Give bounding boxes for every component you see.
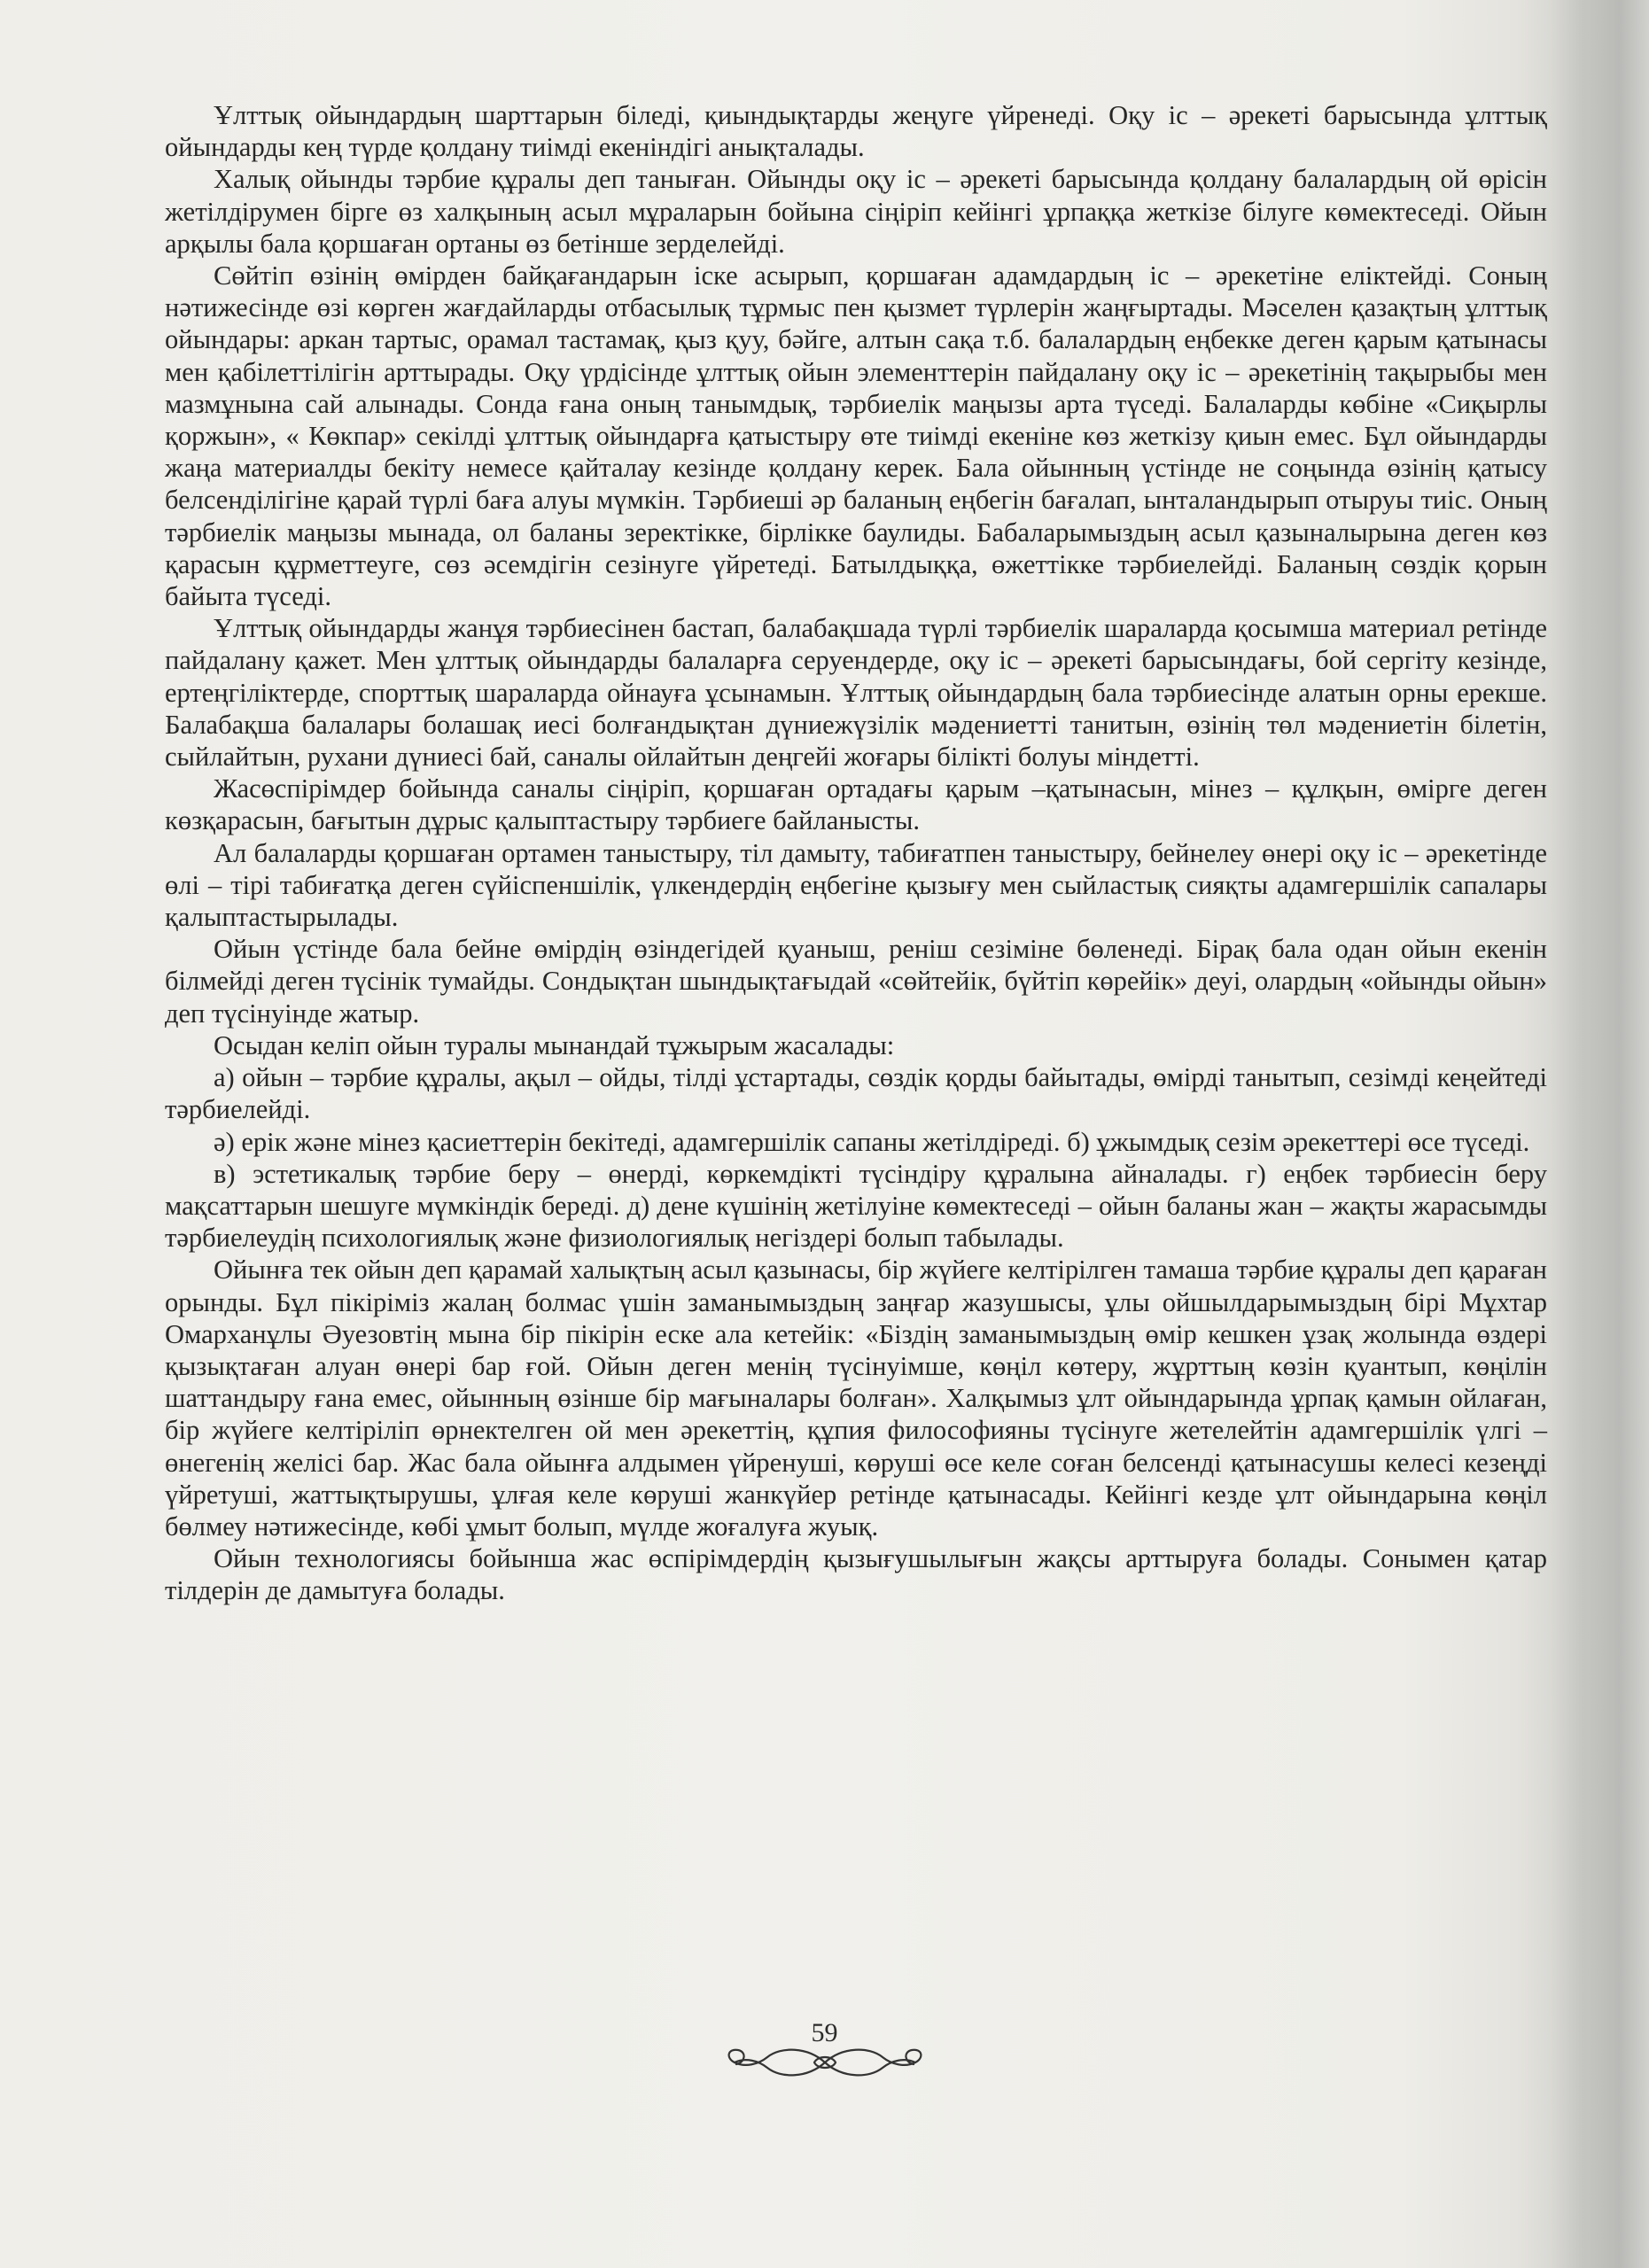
paragraph: Жасөспірімдер бойында саналы сіңіріп, қоршаған ортадағы қарым –қатынасын, мінез – құлқын, өмірге деген көзқарасын, бағытын дұрыс қалыптастыру тәрбиеге байланысты. — [165, 773, 1547, 836]
paragraph: а) ойын – тәрбие құралы, ақыл – ойды, тілді ұстартады, сөздік қорды байытады, өмірді танытып, сезімді кеңейтеді тәрбиелейді. — [165, 1062, 1547, 1125]
paragraph: Ойын үстінде бала бейне өмірдің өзіндегідей қуаныш, реніш сезіміне бөленеді. Бірақ бала одан ойын екенін білмейді деген түсінік тумайды. Сондықтан шындықтағыдай «сөйтейік, бүйтіп көрейік» деуі, олардың «ойынды ойын» деп түсінуінде жатыр. — [165, 934, 1547, 1029]
paragraph: Ұлттық ойындардың шарттарын біледі, қиындықтарды жеңуге үйренеді. Оқу іс – әрекеті барысында ұлттық ойындарды кең түрде қолдану тиімді екеніндігі анықталады. — [165, 100, 1547, 163]
paragraph: Ал балаларды қоршаған ортамен таныстыру, тіл дамыту, табиғатпен таныстыру, бейнелеу өнері оқу іс – әрекетінде өлі – тірі табиғатқа деген сүйіспеншілік, үлкендердің еңбегіне қызығу мен сыйластық сияқты адамгершілік сапалары қалыптастырылады. — [165, 837, 1547, 933]
body-text — [165, 99, 1547, 1607]
flourish-ornament-icon — [719, 2043, 931, 2082]
paragraph: ә) ерік және мінез қасиеттерін бекітеді, адамгершілік сапаны жетілдіреді. б) ұжымдық сезім әрекеттері өсе түседі. — [214, 1126, 1530, 1157]
page-footer — [0, 2018, 1649, 2082]
paragraph: Халық ойынды тәрбие құралы деп таныған. Ойынды оқу іс – әрекеті барысында қолдану балалардың ой өрісін жетілдірумен бірге өз халқының асыл мұраларын бойына сіңіріп кейінгі ұрпаққа жеткізе білуге көмектеседі. Ойын арқылы бала қоршаған ортаны өз бетінше зерделейді. — [165, 164, 1547, 259]
paragraph: в) эстетикалық тәрбие беру – өнерді, көркемдікті түсіндіру құралына айналады. г) еңбек тәрбиесін беру мақсаттарын шешуге мүмкіндік береді. д) дене күшінің жетілуіне көмектеседі – ойын баланы жан – жақты жарасымды тәрбиелеудің психологиялық және физиологиялық негіздері болып табылады. — [165, 1158, 1547, 1254]
paragraph: Ойын технологиясы бойынша жас өспірімдердің қызығушылығын жақсы арттыруға болады. Сонымен қатар тілдерін де дамытуға болады. — [165, 1543, 1547, 1606]
paragraph: Осыдан келіп ойын туралы мынандай тұжырым жасалады: — [214, 1029, 895, 1060]
paragraph: Ұлттық ойындарды жанұя тәрбиесінен бастап, балабақшада түрлі тәрбиелік шараларда қосымша материал ретінде пайдалану қажет. Мен ұлттық ойындарды балаларға серуендерде, оқу іс – әрекеті барысындағы, бой сергіту кезінде, ертеңгіліктерде, спорттық шараларда ойнауға ұсынамын. Ұлттық ойындардың бала тәрбиесінде алатын орны ерекше. Балабақша балалары болашақ иесі болғандықтан дүниежүзілік мәдениетті танитын, өзінің төл мәдениетін білетін, сыйлайтын, рухани дүниесі бай, саналы ойлайтын деңгейі жоғары білікті болуы міндетті. — [165, 613, 1547, 773]
book-gutter-shadow — [1552, 0, 1649, 2268]
page-number: 59 — [811, 2018, 838, 2047]
paragraph: Ойынға тек ойын деп қарамай халықтың асыл қазынасы, бір жүйеге келтірілген тамаша тәрбие құралы деп қараған орынды. Бұл пікіріміз жалаң болмас үшін заманымыздың заңғар жазушысы, ұлы ойшылдарымыздың бірі Мұхтар Омарханұлы Әуезовтің мына бір пікірін еске ала кетейік: «Біздің заманымыздың өмір кешкен ұзақ жолында өздері қызықтаған алуан өнері бар ғой. Ойын деген менің түсінуімше, көңіл көтеру, жұрттың көзін қуантып, көңілін шаттандыру ғана емес, ойынның өзінше бір мағыналары болған». Халқымыз ұлт ойындарында ұрпақ қамын ойлаған, бір жүйеге келтіріліп өрнектелген ой мен әрекеттің, құпия философияны түсінуге жетелейтін адамгершілік үлгі – өнегенің желісі бар. Жас бала ойынға алдымен үйренуші, көруші өсе келе соған белсенді қатынасушы келесі кезеңді үйретуші, жаттықтырушы, ұлғая келе көруші жанкүйер ретінде қатынасады. Кейінгі кезде ұлт ойындарына көңіл бөлмеу нәтижесінде, көбі ұмыт болып, мүлде жоғалуға жуық. — [165, 1254, 1547, 1542]
paragraph: Сөйтіп өзінің өмірден байқағандарын іске асырып, қоршаған адамдардың іс – әрекетіне еліктейді. Соның нәтижесінде өзі көрген жағдайларды отбасылық тұрмыс пен қызмет түрлерін жаңғыртады. Мәселен қазақтың ұлттық ойындары: аркан тартыс, орамал тастамақ, қыз қуу, бәйге, алтын сақа т.б. балалардың еңбекке деген қарым қатынасы мен қабілеттілігін арттырады. Оқу үрдісінде ұлттық ойын элементтерін пайдалану оқу іс – әрекетінің тақырыбы мен мазмұнына сай алынады. Сонда ғана оның танымдық, тәрбиелік маңызы арта түседі. Балаларды көбіне «Сиқырлы қоржын», « Көкпар» секілді ұлттық ойындарға қатыстыру өте тиімді екеніне көз жеткізу қиын емес. Бұл ойындарды жаңа материалды бекіту немесе қайталау кезінде қолдану керек. Бала ойынның үстінде не соңында өзінің қатысу белсенділігіне қарай түрлі баға алуы мүмкін. Тәрбиеші әр баланың еңбегін бағалап, ынталандырып отыруы тиіс. Оның тәрбиелік маңызы мынада, ол баланы зеректікке, бірлікке баулиды. Бабаларымыздың асыл қазыналырына деген көз қарасын құрметтеуге, сөз әсемдігін сезінуге үйретеді. Батылдыққа, өжеттікке тәрбиелейді. Баланың сөздік қорын байыта түседі. — [165, 260, 1547, 612]
